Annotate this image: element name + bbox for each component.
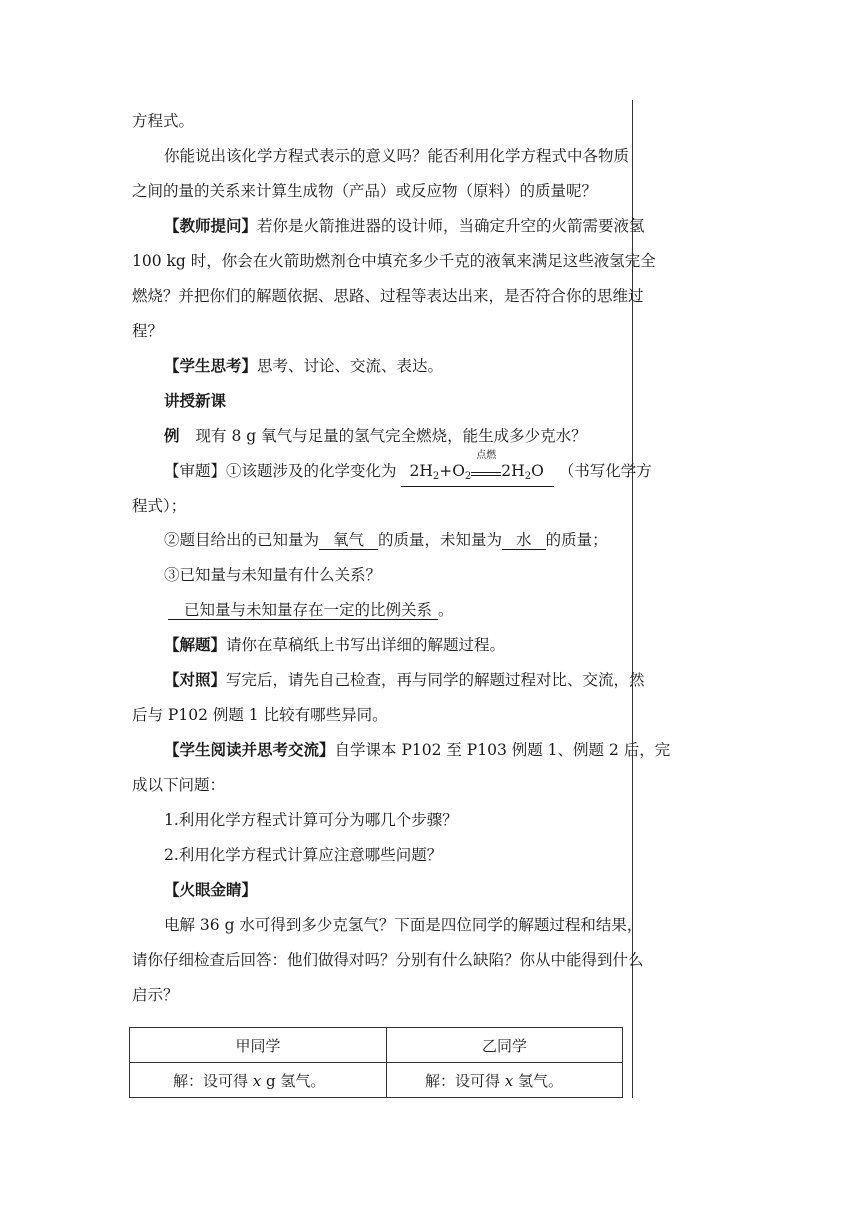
relation-answer-line <box>168 600 454 620</box>
table-cell <box>130 1063 387 1098</box>
column-header: 乙同学 <box>387 1028 623 1063</box>
equals-sign <box>471 472 501 476</box>
text-run: 思考、讨论、交流、表达。 <box>257 357 444 375</box>
blank-answer: 氧气 <box>319 531 378 550</box>
blank-answer: 已知量与未知量存在一定的比例关系 <box>168 601 438 620</box>
text-line: 程式）； <box>132 497 187 515</box>
table-cell <box>387 1063 623 1098</box>
text-run: 自学课本 P102 至 P103 例题 1、例题 2 后，完 <box>334 741 671 759</box>
reading-line <box>164 740 670 760</box>
solve-line <box>164 635 505 655</box>
text-line: 你能说出该化学方程式表示的意义吗？能否利用化学方程式中各物质 <box>164 147 630 165</box>
variable: x <box>252 1071 262 1090</box>
review-line <box>164 450 652 487</box>
margin-rule <box>632 100 633 1098</box>
cell-text: g 氢气。 <box>261 1071 326 1090</box>
text-line: 成以下问题： <box>132 776 226 794</box>
text-line: 方程式。 <box>132 112 195 130</box>
comparison-table <box>129 1027 623 1098</box>
eq-sub: 2 <box>432 471 440 482</box>
section-label: 【教师提问】 <box>164 216 258 235</box>
table-row <box>130 1063 623 1098</box>
cell-text: 解：设可得 <box>425 1071 505 1090</box>
text-run: 现有 8 g 氧气与足量的氢气完全燃烧，能生成多少克水？ <box>195 427 587 445</box>
text-run: 请你在草稿纸上书写出详细的解题过程。 <box>226 636 506 654</box>
text-run: ②题目给出的已知量为 <box>164 531 320 549</box>
text-line: 燃烧？并把你们的解题依据、思路、过程等表达出来，是否符合你的思维过 <box>132 287 644 305</box>
text-run: （书写化学方 <box>558 462 652 480</box>
compare-line <box>164 670 645 690</box>
eq-text: +O <box>439 462 465 480</box>
text-run: 的质量； <box>545 531 608 549</box>
text-line: 启示？ <box>132 986 179 1004</box>
variable: x <box>504 1071 514 1090</box>
example-label: 例 <box>164 426 180 445</box>
text-run: 【审题】①该题涉及的化学变化为 <box>164 462 397 480</box>
section-label: 【学生阅读并思考交流】 <box>164 740 335 759</box>
section-label: 【解题】 <box>164 635 227 654</box>
student-thinking <box>164 356 443 376</box>
question-item: 1.利用化学方程式计算可分为哪几个步骤？ <box>164 811 458 829</box>
section-label: 【火眼金睛】 <box>164 880 258 899</box>
column-header: 甲同学 <box>130 1028 387 1063</box>
text-line: 请你仔细检查后回答：他们做得对吗？分别有什么缺陷？你从中能得到什么 <box>132 951 644 969</box>
teacher-question <box>164 216 645 236</box>
section-label: 【学生思考】 <box>164 356 258 375</box>
known-quantity-line <box>164 530 608 550</box>
eq-sub: 2 <box>524 471 532 482</box>
question-item: 2.利用化学方程式计算应注意哪些问题？ <box>164 846 443 864</box>
text-line: 程？ <box>132 322 164 340</box>
text-line: 电解 36 g 水可得到多少克氢气？下面是四位同学的解题过程和结果， <box>164 916 643 934</box>
text-line: 之间的量的关系来计算生成物（产品）或反应物（原料）的质量呢？ <box>132 182 598 200</box>
table-header-row <box>130 1028 623 1063</box>
condition-label: 点燃 <box>476 450 497 461</box>
blank-answer: 水 <box>502 531 546 550</box>
equation-answer <box>401 450 553 487</box>
text-line: ③已知量与未知量有什么关系？ <box>164 566 382 584</box>
section-heading: 讲授新课 <box>164 391 227 410</box>
cell-text: 氢气。 <box>513 1071 564 1090</box>
text-run: 的质量，未知量为 <box>378 531 503 549</box>
eq-text: 2H <box>501 462 525 480</box>
section-label: 【对照】 <box>164 670 227 689</box>
eq-text: 2H <box>409 462 433 480</box>
reaction-condition <box>471 450 501 476</box>
text-line: 后与 P102 例题 1 比较有哪些异同。 <box>132 706 388 724</box>
eq-text: O <box>531 462 544 480</box>
example-line <box>164 426 587 446</box>
text-run: 若你是火箭推进器的设计师，当确定升空的火箭需要液氢 <box>257 217 645 235</box>
cell-text: 解：设可得 <box>173 1071 253 1090</box>
text-run: 写完后，请先自己检查，再与同学的解题过程对比、交流，然 <box>226 671 645 689</box>
eq-sub: 2 <box>464 471 472 482</box>
text-run: 。 <box>438 601 454 619</box>
text-line: 100 kg 时，你会在火箭助燃剂仓中填充多少千克的液氧来满足这些液氢完全 <box>132 252 656 270</box>
